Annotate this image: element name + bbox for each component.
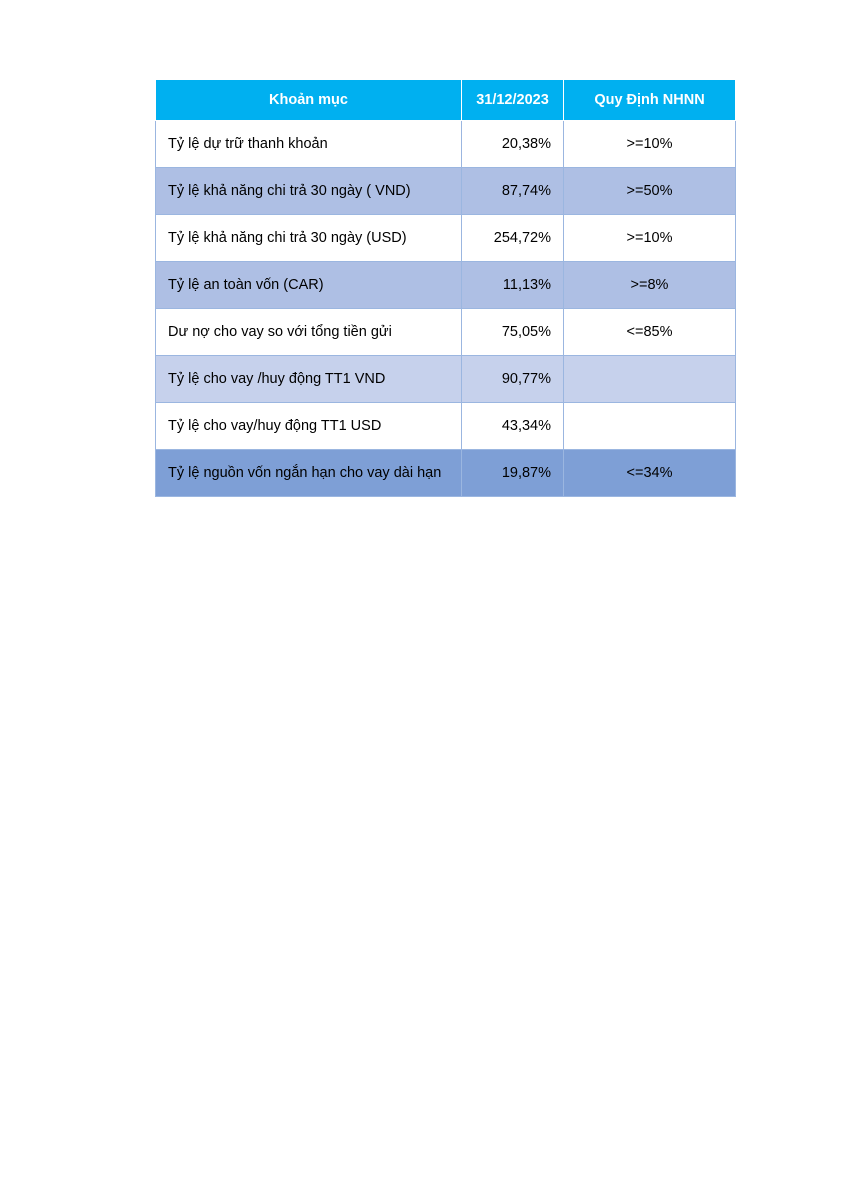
table-row [156, 356, 736, 403]
table-row [156, 168, 736, 215]
table-row [156, 215, 736, 262]
table-row [156, 309, 736, 356]
column-header-date: 31/12/2023 [462, 80, 564, 121]
table-row [156, 403, 736, 450]
cell-item: Tỷ lệ nguồn vốn ngắn hạn cho vay dài hạn [156, 450, 462, 497]
cell-value: 43,34% [462, 403, 564, 450]
cell-value: 75,05% [462, 309, 564, 356]
cell-item: Tỷ lệ cho vay/huy động TT1 USD [156, 403, 462, 450]
cell-item: Dư nợ cho vay so với tổng tiền gửi [156, 309, 462, 356]
cell-value: 19,87% [462, 450, 564, 497]
column-header-item: Khoản mục [156, 80, 462, 121]
table-row [156, 450, 736, 497]
cell-item: Tỷ lệ khả năng chi trả 30 ngày (USD) [156, 215, 462, 262]
cell-item: Tỷ lệ dự trữ thanh khoản [156, 121, 462, 168]
cell-item: Tỷ lệ an toàn vốn (CAR) [156, 262, 462, 309]
ratios-table-container [155, 79, 735, 497]
table-body [156, 121, 736, 497]
column-header-regulation: Quy Định NHNN [564, 80, 736, 121]
table-header [156, 80, 736, 121]
cell-value: 90,77% [462, 356, 564, 403]
cell-regulation: >=50% [564, 168, 736, 215]
cell-regulation: >=10% [564, 121, 736, 168]
table-header-row [156, 80, 736, 121]
cell-value: 11,13% [462, 262, 564, 309]
cell-regulation: <=85% [564, 309, 736, 356]
ratios-table [155, 79, 736, 497]
cell-regulation: <=34% [564, 450, 736, 497]
cell-item: Tỷ lệ khả năng chi trả 30 ngày ( VND) [156, 168, 462, 215]
cell-value: 20,38% [462, 121, 564, 168]
cell-item: Tỷ lệ cho vay /huy động TT1 VND [156, 356, 462, 403]
cell-value: 87,74% [462, 168, 564, 215]
cell-value: 254,72% [462, 215, 564, 262]
cell-regulation [564, 403, 736, 450]
cell-regulation: >=8% [564, 262, 736, 309]
table-row [156, 262, 736, 309]
cell-regulation: >=10% [564, 215, 736, 262]
cell-regulation [564, 356, 736, 403]
table-row [156, 121, 736, 168]
